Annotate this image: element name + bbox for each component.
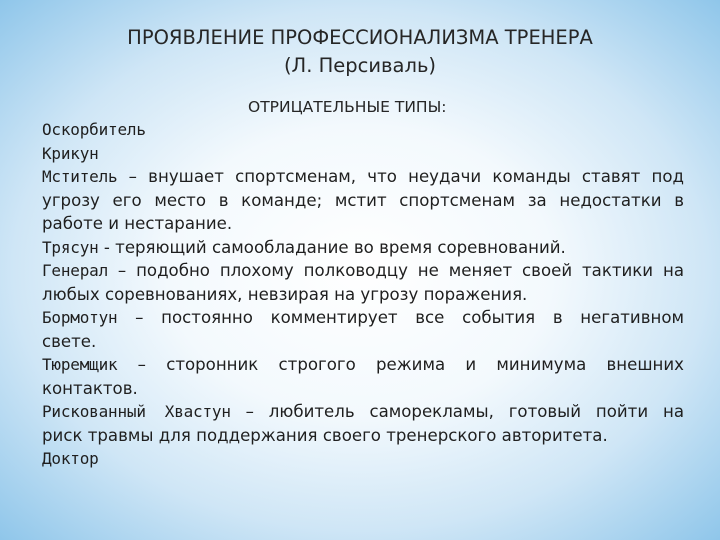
coach-type-term: Оскорбитель xyxy=(42,120,146,139)
coach-type-description: – любитель саморекламы, готовый пойти на xyxy=(230,402,684,421)
slide-title xyxy=(0,24,720,80)
content-line xyxy=(42,259,684,283)
title-line-1: ПРОЯВЛЕНИЕ ПРОФЕССИОНАЛИЗМА ТРЕНЕРА xyxy=(127,26,593,49)
content-line xyxy=(42,377,684,401)
coach-type-description: свете. xyxy=(42,331,97,351)
content-line xyxy=(42,353,684,377)
subheading: ОТРИЦАТЕЛЬНЫЕ ТИПЫ: xyxy=(248,98,447,116)
content-line xyxy=(42,400,684,424)
coach-type-description: угрозу его место в команде; мстит спортсменам за недостатки в xyxy=(42,190,684,210)
content-line xyxy=(42,142,684,166)
coach-type-description: – внушает спортсменам, что неудачи команды ставят под xyxy=(117,167,684,186)
content-line xyxy=(42,306,684,330)
content-line xyxy=(42,447,684,471)
coach-type-term: Мститель xyxy=(42,167,118,186)
coach-type-description: любых соревнованиях, невзирая на угрозу поражения. xyxy=(42,284,528,304)
coach-type-description: – сторонник строгого режима и минимума внешних xyxy=(117,355,684,374)
title-line-2: (Л. Персиваль) xyxy=(283,54,437,77)
content-line xyxy=(42,424,684,448)
content-line xyxy=(42,189,684,213)
coach-type-description: – подобно плохому полководцу не меняет своей тактики на xyxy=(108,261,684,280)
content-line xyxy=(42,118,684,142)
coach-type-term: Тюремщик xyxy=(42,355,118,374)
coach-type-term: Генерал xyxy=(42,261,109,280)
content-line xyxy=(42,330,684,354)
coach-type-description: риск травмы для поддержания своего тренерского авторитета. xyxy=(42,425,608,445)
coach-type-description: контактов. xyxy=(42,378,138,398)
coach-type-term: Доктор xyxy=(42,449,99,468)
content-line xyxy=(42,165,684,189)
coach-type-description: работе и нестарание. xyxy=(42,214,233,233)
content-line xyxy=(42,212,684,236)
coach-type-term: Крикун xyxy=(42,143,99,163)
content-body xyxy=(42,118,684,471)
content-line xyxy=(42,283,684,307)
content-line xyxy=(42,236,684,260)
coach-type-term: Рискованный Хвастун xyxy=(42,402,231,421)
coach-type-description: – постоянно комментирует все события в негативном xyxy=(117,308,684,327)
coach-type-term: Бормотун xyxy=(42,308,118,327)
coach-type-term: Трясун xyxy=(42,237,99,257)
coach-type-description: - теряющий самообладание во время соревнований. xyxy=(98,237,566,257)
